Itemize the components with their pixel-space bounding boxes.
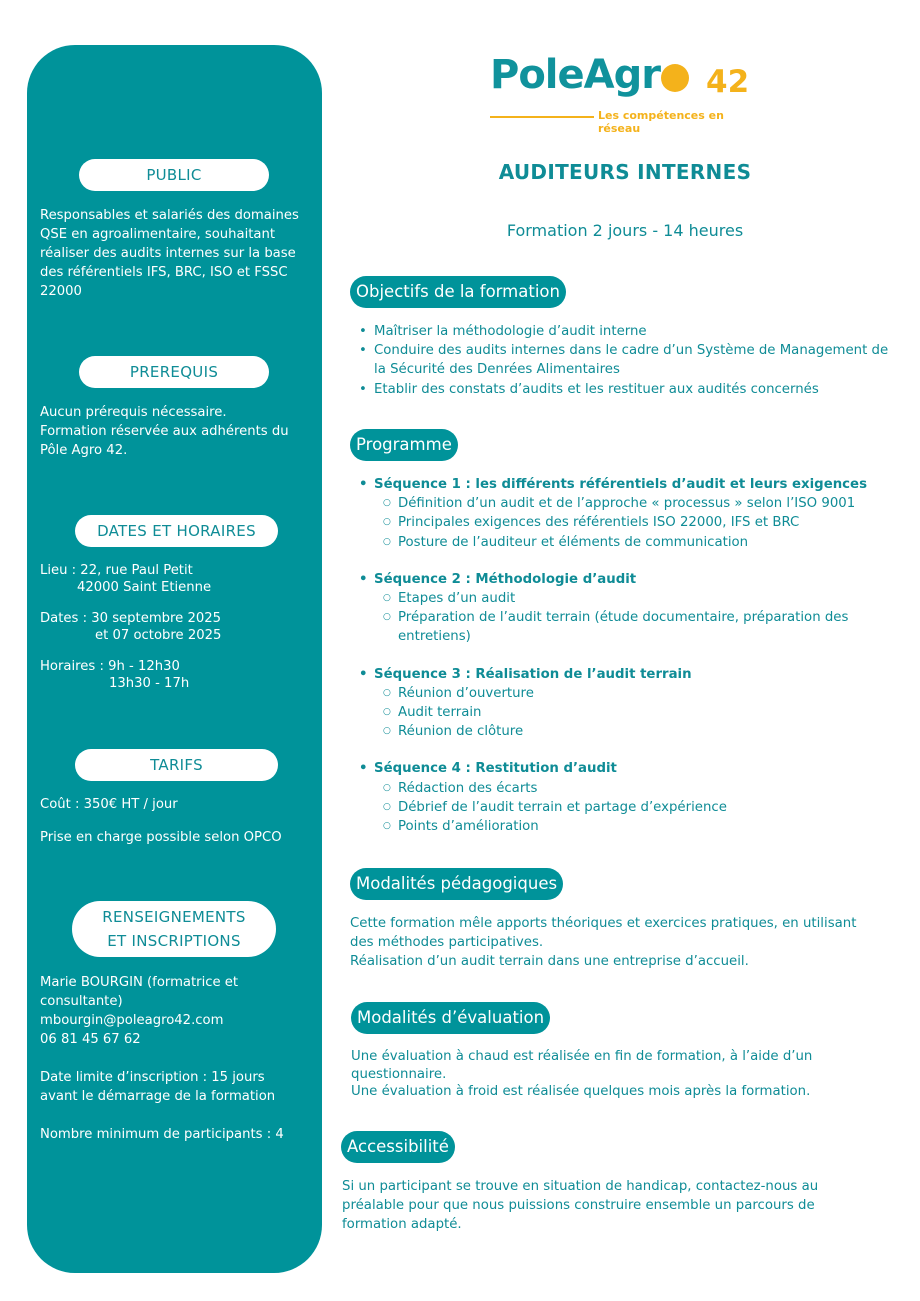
dates-label: DATES ET HORAIRES (75, 515, 278, 547)
prerequis-line-2: Formation réservée aux adhérents du Pôle Agro 42. (40, 424, 289, 458)
contact-name: Marie BOURGIN (formatrice et consultante) (40, 975, 239, 1009)
logo-wordmark (490, 52, 689, 98)
renseignements-label-line-2: ET INSCRIPTIONS (107, 932, 241, 950)
dates-text (40, 563, 315, 692)
prerequis-text (40, 403, 315, 460)
poleagro-logo (488, 52, 763, 135)
logo-o-icon (661, 64, 689, 92)
sequence-title: • Séquence 4 : Restitution d’audit (352, 759, 897, 778)
horaires-line-2: 13h30 - 17h (109, 675, 190, 691)
accessibilite-heading: Accessibilité (341, 1131, 455, 1163)
tarif-cout: Coût : 350€ HT / jour (40, 797, 178, 812)
lieu-line-1: Lieu : 22, rue Paul Petit (40, 563, 193, 578)
pedagogiques-heading: Modalités pédagogiques (350, 868, 563, 900)
evaluation-text (351, 1048, 881, 1101)
page-subtitle: Formation 2 jours - 14 heures (506, 221, 744, 240)
objectif-item: • Etablir des constats d’audits et les restituer aux audités concernés (352, 380, 892, 399)
logo-divider (490, 116, 594, 118)
programme-list (352, 475, 897, 836)
objectif-item: • Conduire des audits internes dans le cadre d’un Système de Management de la Sécurité des Denrées Alimentaires (352, 341, 892, 379)
logo-name: PoleAgr (490, 52, 660, 98)
sequence-item: ○ Définition d’un audit et de l’approche « processus » selon l’ISO 9001 (352, 494, 897, 513)
logo-tagline: Les compétences en réseau (598, 109, 724, 135)
pedagogiques-line-1: Cette formation mêle apports théoriques et exercices pratiques, en utilisant des méthodes participatives. (350, 916, 857, 951)
sequence-item: ○ Points d’amélioration (352, 817, 897, 836)
logo-number: 42 (706, 64, 750, 100)
renseignements-label (72, 901, 276, 957)
objectifs-list (352, 322, 892, 399)
pedagogiques-text (350, 914, 870, 972)
prerequis-line-1: Aucun prérequis nécessaire. (40, 405, 227, 420)
prerequis-label: PREREQUIS (79, 356, 269, 388)
tarifs-label: TARIFS (75, 749, 278, 781)
pedagogiques-line-2: Réalisation d’un audit terrain dans une entreprise d’accueil. (350, 954, 749, 970)
objectif-item: • Maîtriser la méthodologie d’audit interne (352, 322, 892, 341)
programme-heading: Programme (350, 429, 458, 461)
sequence-item: ○ Débrief de l’audit terrain et partage d’expérience (352, 798, 897, 817)
contact-email[interactable]: mbourgin@poleagro42.com (40, 1013, 224, 1028)
sequence-item: ○ Audit terrain (352, 703, 897, 722)
sequence-item: ○ Réunion d’ouverture (352, 684, 897, 703)
evaluation-line-1: Une évaluation à chaud est réalisée en fin de formation, à l’aide d’un questionnaire. (351, 1049, 813, 1082)
sequence-title: • Séquence 2 : Méthodologie d’audit (352, 570, 897, 589)
public-label: PUBLIC (79, 159, 269, 191)
sequence-item: ○ Rédaction des écarts (352, 779, 897, 798)
renseignements-text (40, 973, 300, 1144)
tarifs-text (40, 795, 315, 847)
public-text: Responsables et salariés des domaines QSE en agroalimentaire, souhaitant réaliser des audits internes sur la base des référentiels IFS, BRC, ISO et FSSC 22000 (40, 208, 299, 299)
participants-minimum: Nombre minimum de participants : 4 (40, 1127, 284, 1142)
horaires-line-1: Horaires : 9h - 12h30 (40, 659, 180, 674)
inscription-deadline: Date limite d’inscription : 15 jours avant le démarrage de la formation (40, 1070, 276, 1104)
sequence-item: ○ Principales exigences des référentiels ISO 22000, IFS et BRC (352, 513, 897, 532)
lieu-line-2: 42000 Saint Etienne (77, 579, 212, 595)
page-title: AUDITEURS INTERNES (498, 160, 752, 184)
sequence-item: ○ Préparation de l’audit terrain (étude documentaire, préparation des entretiens) (352, 608, 897, 646)
tarif-prise: Prise en charge possible selon OPCO (40, 830, 282, 845)
evaluation-heading: Modalités d’évaluation (351, 1002, 550, 1034)
sequence-title: • Séquence 1 : les différents référentiels d’audit et leurs exigences (352, 475, 897, 494)
accessibilite-text: Si un participant se trouve en situation de handicap, contactez-nous au préalable pour que nous puissions construire ensemble un parcours de formation adapté. (342, 1179, 819, 1233)
contact-phone[interactable]: 06 81 45 67 62 (40, 1032, 141, 1047)
objectifs-heading: Objectifs de la formation (350, 276, 566, 308)
evaluation-line-2: Une évaluation à froid est réalisée quelques mois après la formation. (351, 1084, 811, 1099)
sequence-item: ○ Posture de l’auditeur et éléments de communication (352, 533, 897, 552)
sequence-title: • Séquence 3 : Réalisation de l’audit terrain (352, 665, 897, 684)
sequence-item: ○ Etapes d’un audit (352, 589, 897, 608)
dates-line-1: Dates : 30 septembre 2025 (40, 611, 222, 626)
sequence-item: ○ Réunion de clôture (352, 722, 897, 741)
renseignements-label-line-1: RENSEIGNEMENTS (102, 908, 246, 926)
dates-line-2: et 07 octobre 2025 (95, 627, 222, 643)
